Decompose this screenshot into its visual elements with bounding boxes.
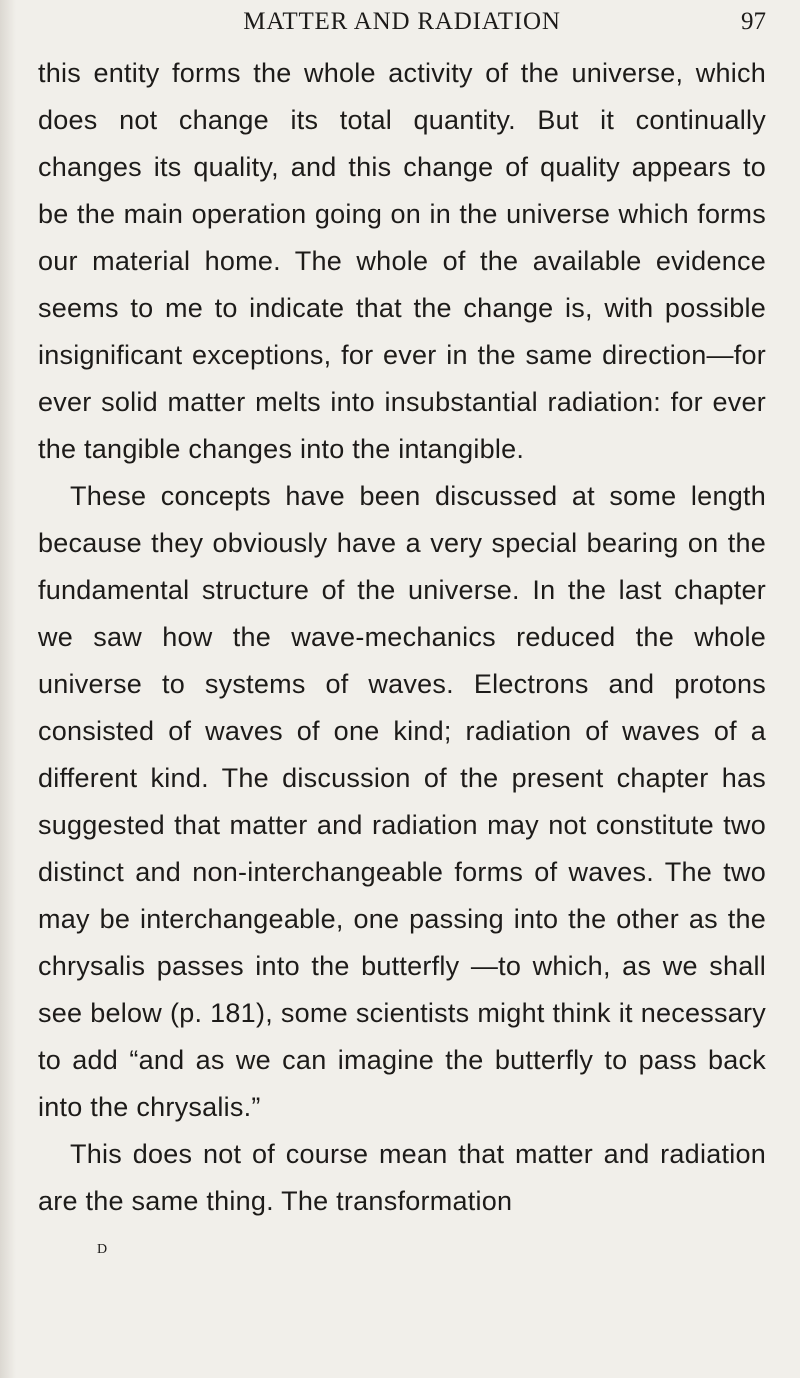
signature-mark: D (97, 1242, 108, 1257)
body-text (38, 50, 766, 1225)
running-head (38, 4, 766, 40)
page-number: 97 (741, 8, 766, 35)
paragraph-continued: this entity forms the whole activity of the universe, which does not change its total quantity. But it continually changes its quality, and this change of quality appears to be the main operation going on in the universe which forms our material home. The whole of the available evidence seems to me to indicate that the change is, with possible insignificant exceptions, for ever in the same direction—for ever solid matter melts into insubstantial radiation: for ever the tangible changes into the intangible. (38, 58, 766, 464)
paragraph: This does not of course mean that matter and radiation are the same thing. The transformation (38, 1139, 766, 1216)
running-head-title: MATTER AND RADIATION (243, 8, 561, 35)
paragraph: These concepts have been discussed at some length because they obviously have a very special bearing on the fundamental structure of the universe. In the last chapter we saw how the wave-mechanics reduced the whole universe to systems of waves. Electrons and protons consisted of waves of one kind; radiation of waves of a different kind. The discussion of the present chapter has suggested that matter and radiation may not constitute two distinct and non-interchangeable forms of waves. The two may be interchangeable, one passing into the other as the chrysalis passes into the butterfly —to which, as we shall see below (p. 181), some scientists might think it necessary to add “and as we can imagine the butterfly to pass back into the chrysalis.” (38, 481, 766, 1122)
page-gutter-shadow (0, 0, 16, 1378)
